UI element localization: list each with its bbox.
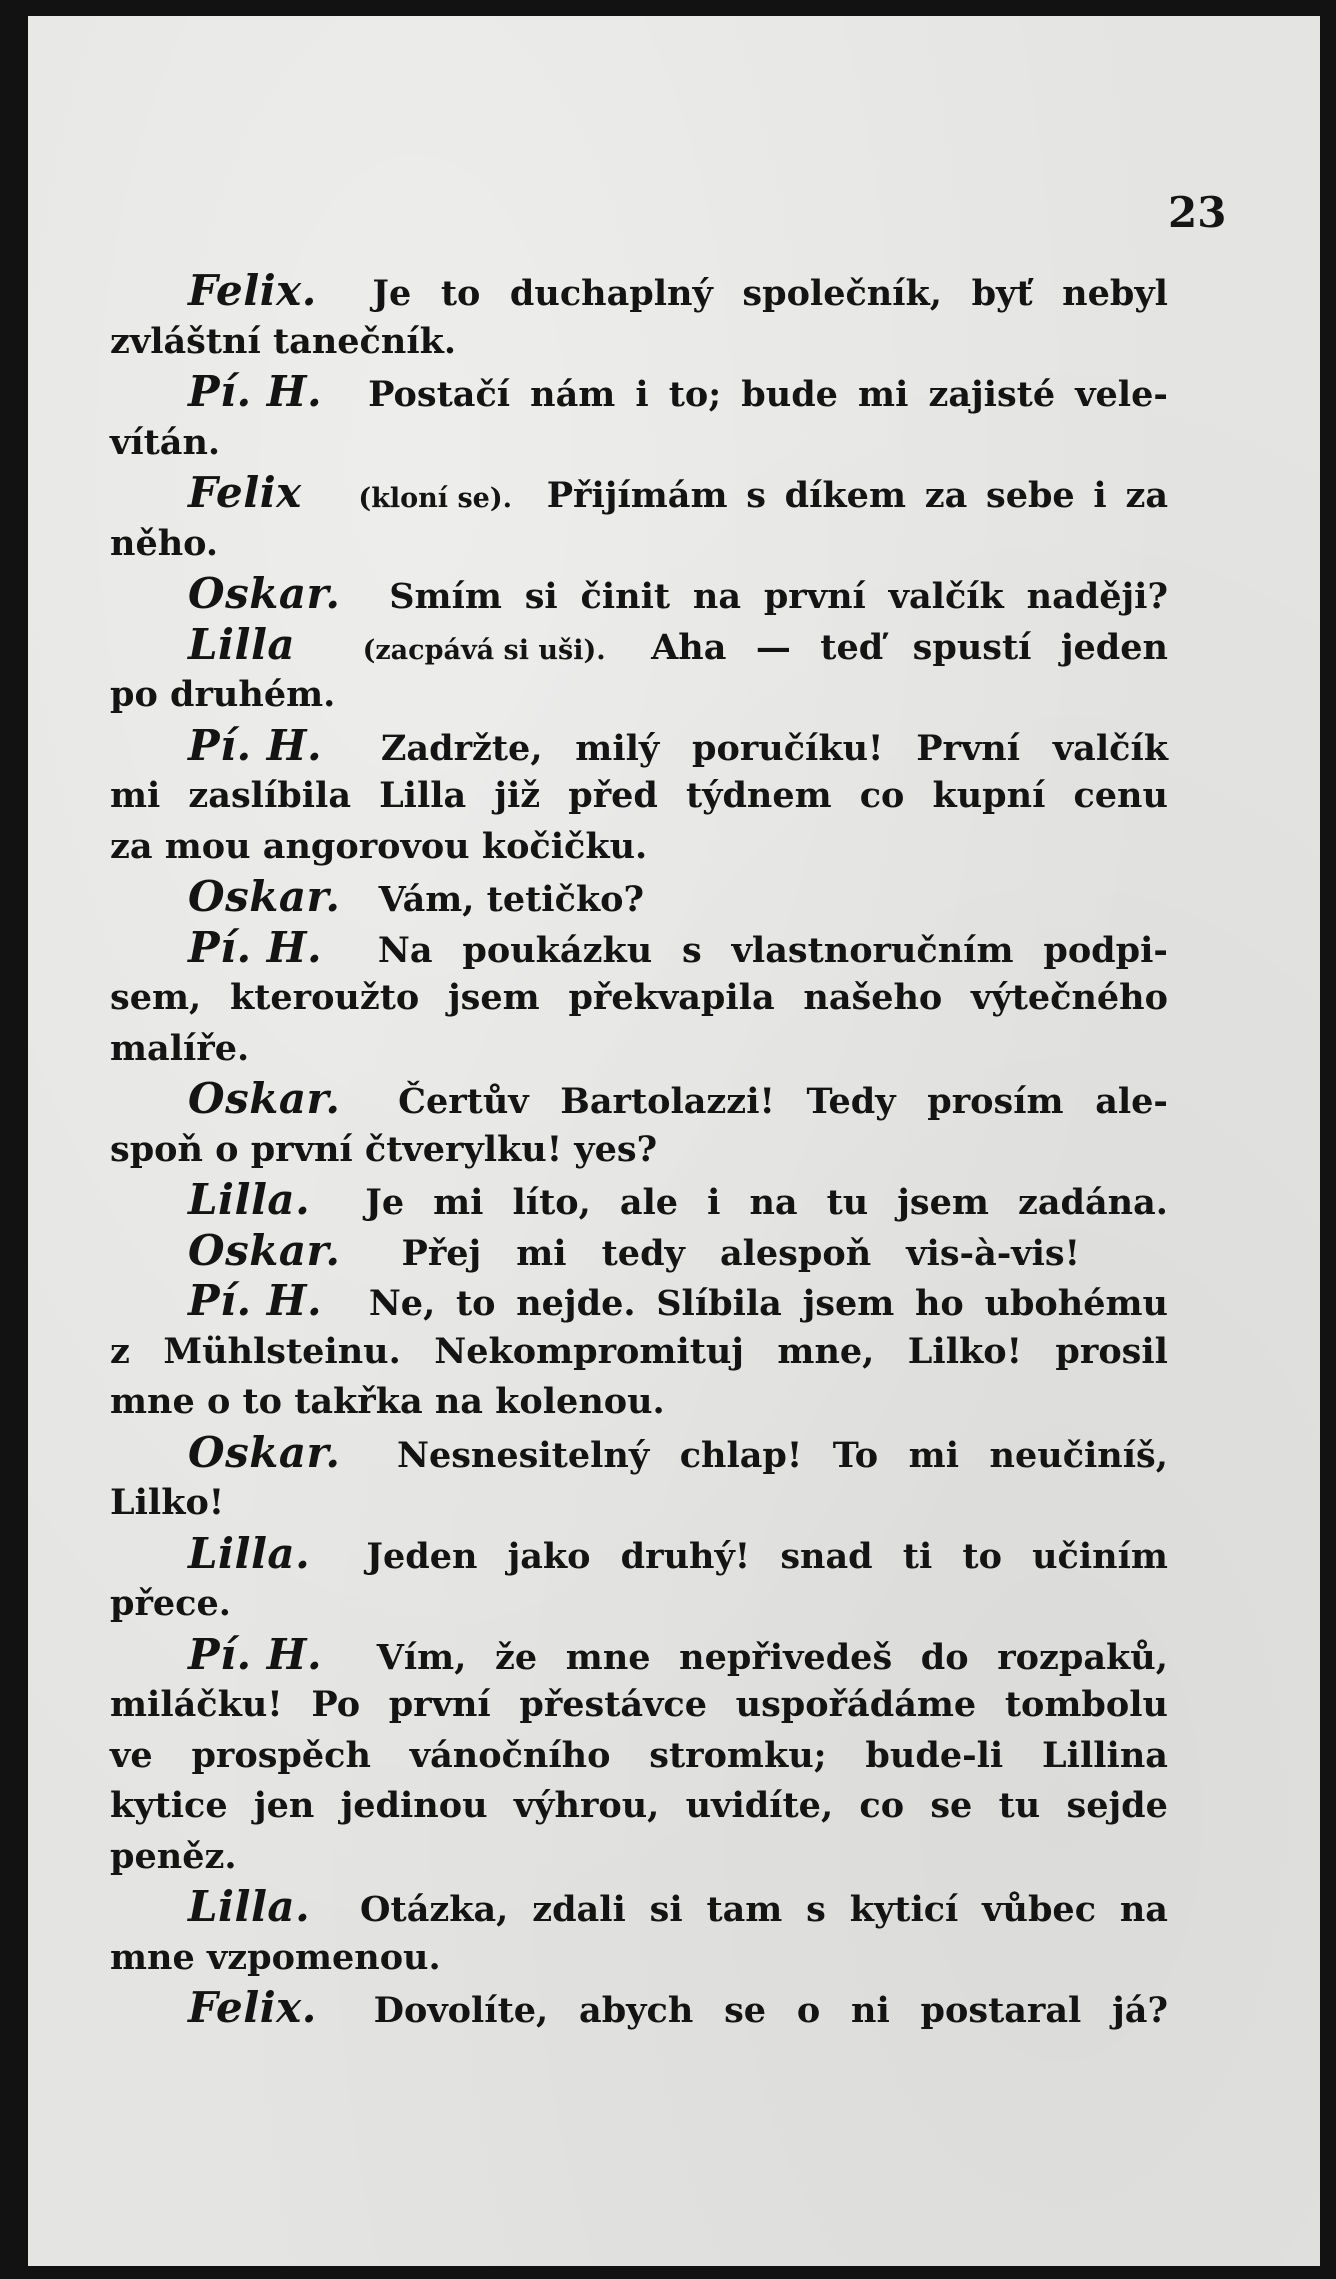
text-line	[110, 317, 1320, 368]
word: uvidíte,	[685, 1785, 834, 1826]
word: o	[796, 1990, 821, 2031]
speaker-name: Pí. H.	[188, 720, 323, 770]
word: to;	[668, 374, 722, 415]
word: se	[930, 1785, 973, 1826]
word: na	[749, 1182, 798, 1223]
word: ti	[902, 1535, 933, 1577]
text-line	[110, 519, 1320, 570]
speaker-name: Pí. H.	[188, 922, 323, 972]
word: tedy	[601, 1232, 685, 1274]
word: kteroužto	[229, 977, 420, 1018]
text-line	[110, 1478, 1320, 1529]
word: bude-li	[865, 1734, 1004, 1776]
speaker-name: Pí. H.	[188, 367, 323, 416]
word: Tedy	[806, 1081, 896, 1122]
word: Jeden	[366, 1535, 478, 1577]
stage-direction: (zacpává si uši).	[362, 634, 606, 666]
word: kyticí	[849, 1889, 959, 1930]
word: společník,	[742, 273, 942, 314]
word: mi	[858, 374, 909, 415]
word: zajisté	[928, 374, 1056, 415]
word: první	[388, 1684, 491, 1725]
word: Mühlsteinu.	[163, 1330, 401, 1372]
text-line	[188, 1630, 1168, 1681]
word: Lilla	[379, 775, 467, 816]
word: za	[1125, 475, 1168, 516]
word: mne	[565, 1636, 651, 1678]
word: postaral	[920, 1990, 1082, 2031]
word: ni	[851, 1990, 890, 2031]
word: ubohému	[984, 1283, 1168, 1324]
speaker-name: Felix.	[188, 1983, 317, 2032]
text-line	[110, 1933, 1320, 1984]
text-line	[188, 569, 1168, 620]
word: —	[755, 626, 791, 668]
word: kočičku.	[481, 825, 648, 867]
word: mne	[110, 1381, 195, 1422]
word: prospěch	[191, 1734, 371, 1776]
word: tombolu	[1004, 1684, 1168, 1725]
word: malíře.	[110, 1027, 250, 1069]
word: jedinou	[340, 1785, 488, 1826]
word: mne	[110, 1936, 195, 1978]
word: nepřivedeš	[679, 1636, 893, 1678]
text-line	[110, 771, 1168, 822]
word: se	[724, 1990, 767, 2031]
word: to	[440, 273, 481, 314]
text-line	[110, 1731, 1168, 1782]
word: jsem	[802, 1283, 895, 1324]
word: naději?	[1026, 576, 1168, 617]
word: Aha	[651, 626, 727, 668]
text-line	[188, 1175, 1168, 1226]
word: vlastnoručním	[731, 929, 1014, 971]
word: vůbec	[982, 1889, 1097, 1930]
word: yes?	[574, 1128, 658, 1170]
word: co	[859, 775, 905, 816]
word: o	[206, 1381, 231, 1422]
text-line	[188, 1276, 1168, 1327]
speaker-name: Felix	[188, 468, 302, 517]
word: výhrou,	[513, 1785, 660, 1826]
word: Ne,	[368, 1283, 436, 1324]
word: mne,	[777, 1330, 875, 1372]
speaker-name: Oskar.	[188, 1225, 341, 1275]
text-line	[110, 1579, 1320, 1630]
speaker-name: Lilla.	[188, 1882, 311, 1931]
word: Čertův	[398, 1081, 529, 1122]
text-line	[110, 418, 1320, 469]
word: byť	[971, 273, 1033, 314]
word: líto,	[512, 1182, 591, 1223]
word: alespoň	[719, 1232, 872, 1274]
book-page	[28, 16, 1320, 2266]
text-line	[188, 1428, 1168, 1479]
text-line	[188, 1529, 1168, 1580]
word: sejde	[1066, 1785, 1168, 1826]
word: neučiníš,	[989, 1434, 1168, 1476]
word: jeden	[1060, 626, 1168, 668]
word: milý	[575, 727, 660, 769]
word: to	[455, 1283, 496, 1324]
text-line	[188, 468, 1168, 519]
word: mi	[516, 1232, 567, 1274]
speaker-name: Oskar.	[188, 569, 341, 618]
word: tam	[706, 1889, 783, 1930]
text-line	[110, 1024, 1320, 1075]
word: mi	[908, 1434, 960, 1476]
word: druhém.	[170, 674, 336, 715]
word: Postačí	[368, 374, 511, 415]
word: ale	[619, 1182, 679, 1223]
word: za	[924, 475, 968, 516]
text-line	[110, 973, 1168, 1024]
word: o	[215, 1128, 239, 1170]
text-line	[110, 1832, 1320, 1883]
word: po	[110, 674, 158, 715]
word: Je	[365, 1182, 405, 1223]
word: mi	[110, 775, 161, 816]
word: Vím,	[376, 1636, 467, 1678]
text-line	[110, 1125, 1320, 1176]
word: vánočního	[409, 1734, 611, 1776]
text-line	[110, 670, 1320, 721]
word: takřka	[294, 1381, 423, 1422]
word: První	[916, 727, 1021, 769]
word: činit	[580, 576, 671, 617]
word: Bartolazzi!	[560, 1081, 775, 1122]
word: já?	[1112, 1990, 1168, 2031]
word: ale-	[1095, 1081, 1168, 1122]
text-line	[110, 1781, 1168, 1832]
word: prosil	[1055, 1330, 1168, 1372]
text-line	[188, 923, 1168, 974]
word: jsem	[448, 977, 540, 1018]
word: na	[1119, 1889, 1168, 1930]
word: z	[110, 1330, 130, 1372]
word: jen	[253, 1785, 315, 1826]
text-line	[110, 822, 1320, 873]
word: ho	[914, 1283, 964, 1324]
word: co	[859, 1785, 905, 1826]
word: duchaplný	[509, 273, 713, 314]
word: rozpaků,	[997, 1636, 1168, 1678]
word: s	[746, 475, 766, 516]
word: zvláštní	[110, 320, 261, 362]
word: přestávce	[519, 1684, 707, 1725]
word: jsem	[897, 1182, 989, 1223]
word: překvapila	[568, 977, 775, 1018]
word: peněz.	[110, 1835, 237, 1877]
word: Lillina	[1042, 1734, 1168, 1776]
word: si	[649, 1889, 683, 1930]
word: před	[568, 775, 658, 816]
word: Vám,	[378, 879, 475, 920]
word: první	[763, 576, 866, 617]
word: spoň	[110, 1128, 203, 1170]
word: sem,	[110, 977, 202, 1018]
word: stromku;	[649, 1734, 827, 1776]
word: vele-	[1075, 374, 1168, 415]
word: Slíbila	[656, 1283, 782, 1324]
word: tetičko?	[486, 879, 644, 920]
word: nám	[530, 374, 616, 415]
word: že	[495, 1636, 538, 1678]
speaker-name: Lilla.	[188, 1528, 311, 1578]
text-line	[110, 1680, 1168, 1731]
text-line	[110, 1327, 1168, 1378]
word: valčík	[888, 576, 1004, 617]
word: chlap!	[679, 1434, 803, 1476]
word: kytice	[110, 1785, 228, 1826]
word: týdnem	[685, 775, 832, 816]
word: i	[707, 1182, 721, 1223]
word: tu	[998, 1785, 1041, 1826]
word: vzpomenou.	[206, 1936, 441, 1978]
word: do	[920, 1636, 969, 1678]
word: teď	[820, 626, 884, 668]
word: nebyl	[1062, 273, 1168, 314]
word: již	[494, 775, 541, 816]
speaker-name: Felix.	[188, 266, 317, 315]
word: si	[524, 576, 558, 617]
word: Lilko!	[110, 1482, 225, 1523]
text-line	[188, 367, 1168, 418]
word: angorovou	[262, 825, 470, 867]
word: Otázka,	[360, 1889, 509, 1930]
page-number: 23	[1168, 188, 1227, 237]
word: první	[250, 1128, 353, 1170]
word: zadána.	[1017, 1182, 1168, 1223]
word: kupní	[932, 775, 1046, 816]
word: sebe	[985, 475, 1075, 516]
word: vítán.	[110, 421, 221, 463]
word: ve	[110, 1734, 153, 1776]
word: s	[806, 1889, 826, 1930]
word: něho.	[110, 522, 219, 564]
word: druhý!	[620, 1535, 751, 1577]
word: učiním	[1032, 1535, 1168, 1577]
dialogue-text	[28, 266, 1320, 2034]
speaker-name: Lilla	[188, 619, 296, 669]
word: snad	[780, 1535, 873, 1577]
word: Po	[311, 1684, 361, 1725]
word: díkem	[784, 475, 906, 516]
word: Dovolíte,	[373, 1990, 549, 2031]
text-line	[188, 1074, 1168, 1125]
text-line	[110, 1377, 1320, 1428]
speaker-name: Pí. H.	[188, 1629, 323, 1679]
word: prosím	[927, 1081, 1064, 1122]
word: vis-à-vis!	[906, 1232, 1080, 1274]
word: miláčku!	[110, 1684, 283, 1725]
word: i	[1093, 475, 1107, 516]
word: tu	[826, 1182, 869, 1223]
word: výtečného	[971, 977, 1168, 1018]
word: na	[692, 576, 742, 617]
word: Přej	[401, 1232, 482, 1274]
word: spustí	[912, 626, 1032, 668]
word: Je	[372, 273, 412, 314]
word: cenu	[1073, 775, 1168, 816]
word: podpi-	[1043, 929, 1168, 971]
word: To	[832, 1434, 879, 1476]
text-line	[188, 1983, 1168, 2034]
word: valčík	[1052, 727, 1168, 769]
speaker-name: Oskar.	[188, 1427, 341, 1477]
word: za	[110, 825, 153, 867]
speaker-name: Lilla.	[188, 1175, 311, 1224]
text-line	[188, 620, 1168, 671]
word: nejde.	[516, 1283, 636, 1324]
speaker-name: Oskar.	[188, 872, 341, 921]
text-line	[188, 1226, 1080, 1277]
word: to	[242, 1381, 282, 1422]
word: zaslíbila	[188, 775, 351, 816]
word: na	[434, 1381, 483, 1422]
word: uspořádáme	[735, 1684, 977, 1725]
word: poukázku	[462, 929, 653, 971]
text-line	[188, 1882, 1168, 1933]
word: Na	[377, 929, 433, 971]
word: zdali	[532, 1889, 626, 1930]
word: našeho	[803, 977, 943, 1018]
text-line	[188, 721, 1168, 772]
word: s	[682, 929, 702, 971]
word: poručíku!	[692, 727, 884, 769]
text-line	[188, 266, 1168, 317]
word: kolenou.	[495, 1381, 665, 1422]
speaker-name: Oskar.	[188, 1074, 341, 1123]
word: Nekompromituj	[434, 1330, 744, 1372]
word: abych	[579, 1990, 694, 2031]
word: Zadržte,	[380, 727, 543, 769]
word: i	[635, 374, 649, 415]
word: čtverylku!	[364, 1128, 563, 1170]
speaker-name: Pí. H.	[188, 1276, 323, 1325]
word: Lilko!	[907, 1330, 1022, 1372]
word: Přijímám	[546, 475, 728, 516]
word: mi	[433, 1182, 484, 1223]
stage-direction: (kloní se).	[358, 483, 513, 514]
word: to	[962, 1535, 1002, 1577]
word: tanečník.	[273, 320, 457, 362]
word: bude	[741, 374, 838, 415]
word: jako	[507, 1535, 591, 1577]
word: přece.	[110, 1583, 231, 1624]
word: Nesnesitelný	[396, 1434, 650, 1476]
text-line	[188, 872, 1320, 923]
word: Smím	[389, 576, 502, 617]
word: mou	[164, 825, 251, 867]
